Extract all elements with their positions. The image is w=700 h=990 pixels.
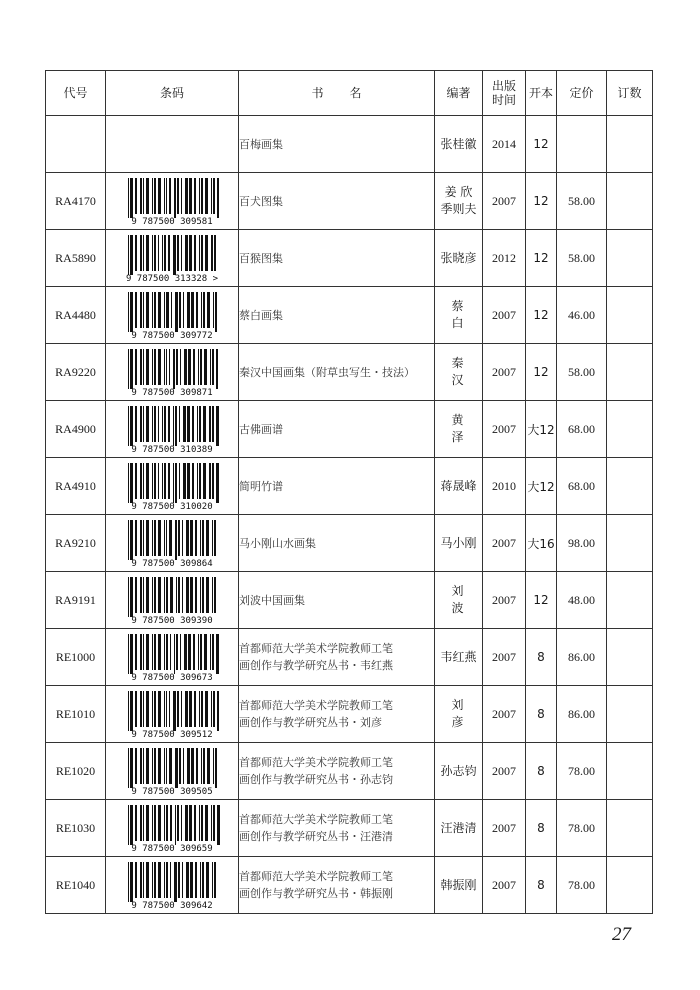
barcode-cell	[106, 230, 239, 287]
book-author-text: 韩振刚	[440, 877, 477, 892]
table-row	[46, 686, 653, 743]
header-pub-line1: 出版	[491, 79, 516, 93]
header-code: 代号	[46, 71, 106, 116]
book-author	[435, 515, 483, 572]
book-title-text: 百犬图集	[239, 194, 283, 208]
table-row	[46, 629, 653, 686]
table-row	[46, 230, 653, 287]
barcode-bars	[128, 235, 216, 275]
book-author-text: 刘彦	[451, 698, 476, 729]
order-qty	[607, 629, 653, 686]
book-format: 12	[526, 116, 557, 173]
isbn-text: 9 787500 309864	[131, 559, 213, 568]
book-author	[435, 116, 483, 173]
book-author-text: 刘波	[451, 584, 476, 615]
isbn-text: 9 787500 310020	[131, 502, 213, 511]
book-format: 8	[526, 743, 557, 800]
order-qty	[607, 344, 653, 401]
book-price: 78.00	[557, 800, 607, 857]
book-title-text: 秦汉中国画集（附草虫写生・技法）	[239, 365, 415, 379]
table-row	[46, 116, 653, 173]
header-order: 订数	[607, 71, 653, 116]
book-author	[435, 686, 483, 743]
order-qty	[607, 458, 653, 515]
book-title-text: 首都师范大学美术学院教师工笔 画创作与教学研究丛书・孙志钧	[239, 756, 393, 786]
book-author	[435, 344, 483, 401]
book-price: 68.00	[557, 401, 607, 458]
book-code: RA4900	[46, 401, 106, 458]
book-code: RE1030	[46, 800, 106, 857]
book-author-text: 马小刚	[440, 535, 477, 550]
book-title	[239, 629, 435, 686]
barcode-bars	[128, 634, 219, 674]
header-title	[239, 71, 435, 116]
book-title	[239, 857, 435, 914]
barcode-cell	[106, 458, 239, 515]
book-code: RA4480	[46, 287, 106, 344]
table-row	[46, 173, 653, 230]
book-author-text: 姜 欣 季则夫	[440, 185, 477, 216]
book-code: RE1010	[46, 686, 106, 743]
barcode-bars	[128, 520, 216, 560]
book-title-text: 马小刚山水画集	[239, 536, 316, 550]
barcode	[120, 461, 224, 511]
header-author: 编著	[435, 71, 483, 116]
book-title-text: 百猴图集	[239, 251, 283, 265]
book-author	[435, 572, 483, 629]
book-title	[239, 401, 435, 458]
book-title	[239, 230, 435, 287]
book-format: 12	[526, 344, 557, 401]
pub-year: 2007	[483, 629, 526, 686]
isbn-text: 9 787500 309581	[131, 217, 213, 226]
book-author-text: 蒋晟峰	[440, 478, 477, 493]
order-qty	[607, 800, 653, 857]
barcode-cell	[106, 401, 239, 458]
book-title	[239, 287, 435, 344]
header-price: 定价	[557, 71, 607, 116]
book-format: 8	[526, 629, 557, 686]
book-title-text: 首都师范大学美术学院教师工笔 画创作与教学研究丛书・韦红燕	[239, 642, 393, 672]
book-code: RA5890	[46, 230, 106, 287]
book-price: 58.00	[557, 173, 607, 230]
table-row	[46, 458, 653, 515]
barcode	[120, 233, 224, 283]
book-code: RE1040	[46, 857, 106, 914]
book-title	[239, 458, 435, 515]
order-qty	[607, 401, 653, 458]
barcode	[120, 290, 224, 340]
barcode	[120, 860, 224, 910]
book-author-text: 韦红燕	[440, 649, 477, 664]
book-format: 8	[526, 686, 557, 743]
barcode-bars	[128, 805, 220, 845]
book-author	[435, 401, 483, 458]
book-format: 12	[526, 173, 557, 230]
barcode-bars	[128, 748, 217, 788]
barcode-cell	[106, 800, 239, 857]
book-code: RA4910	[46, 458, 106, 515]
book-author	[435, 173, 483, 230]
header-pub-date	[483, 71, 526, 116]
book-code: RA9210	[46, 515, 106, 572]
book-format: 8	[526, 857, 557, 914]
book-price: 86.00	[557, 629, 607, 686]
pub-year: 2007	[483, 173, 526, 230]
book-format: 12	[526, 572, 557, 629]
book-format: 大16	[526, 515, 557, 572]
barcode	[120, 803, 224, 853]
book-author	[435, 857, 483, 914]
barcode	[120, 518, 224, 568]
book-author	[435, 287, 483, 344]
isbn-text: 9 787500 313328 >	[125, 274, 219, 283]
header-pub-line2: 时间	[491, 93, 516, 107]
book-title-text: 首都师范大学美术学院教师工笔 画创作与教学研究丛书・韩振刚	[239, 870, 393, 900]
table-row	[46, 857, 653, 914]
book-price: 46.00	[557, 287, 607, 344]
book-author	[435, 743, 483, 800]
header-title-label: 书名	[311, 86, 388, 100]
book-title	[239, 686, 435, 743]
book-title-text: 刘波中国画集	[239, 593, 305, 607]
barcode	[120, 746, 224, 796]
book-code	[46, 116, 106, 173]
pub-year: 2010	[483, 458, 526, 515]
pub-year: 2012	[483, 230, 526, 287]
barcode-cell	[106, 686, 239, 743]
order-qty	[607, 173, 653, 230]
pub-year: 2007	[483, 401, 526, 458]
book-title	[239, 344, 435, 401]
book-price: 78.00	[557, 857, 607, 914]
pub-year: 2014	[483, 116, 526, 173]
book-format: 大12	[526, 401, 557, 458]
barcode-cell	[106, 116, 239, 173]
barcode	[120, 347, 224, 397]
book-price: 78.00	[557, 743, 607, 800]
barcode-bars	[128, 463, 219, 503]
order-qty	[607, 743, 653, 800]
barcode-bars	[128, 862, 216, 902]
catalog-rows	[46, 116, 653, 914]
book-title-text: 简明竹谱	[239, 479, 283, 493]
book-code: RE1000	[46, 629, 106, 686]
barcode-bars	[128, 406, 219, 446]
barcode-cell	[106, 629, 239, 686]
isbn-text: 9 787500 309659	[131, 844, 213, 853]
isbn-text: 9 787500 310389	[131, 445, 213, 454]
barcode-cell	[106, 572, 239, 629]
barcode	[120, 176, 224, 226]
table-row	[46, 344, 653, 401]
pub-year: 2007	[483, 800, 526, 857]
order-qty	[607, 515, 653, 572]
barcode-bars	[128, 691, 219, 731]
barcode-cell	[106, 287, 239, 344]
book-author-text: 张晓彦	[440, 250, 477, 265]
catalog-table	[45, 70, 653, 914]
isbn-text: 9 787500 309505	[131, 787, 213, 796]
isbn-text: 9 787500 309390	[131, 616, 213, 625]
book-price: 86.00	[557, 686, 607, 743]
book-price: 58.00	[557, 344, 607, 401]
book-price: 48.00	[557, 572, 607, 629]
book-author-text: 蔡白	[451, 299, 476, 330]
book-title-text: 首都师范大学美术学院教师工笔 画创作与教学研究丛书・刘彦	[239, 699, 393, 729]
book-author-text: 汪港清	[440, 820, 477, 835]
book-title-text: 蔡白画集	[239, 308, 283, 322]
isbn-text: 9 787500 309772	[131, 331, 213, 340]
header-row	[46, 71, 653, 116]
book-format: 8	[526, 800, 557, 857]
book-author-text: 秦汉	[451, 356, 476, 387]
pub-year: 2007	[483, 743, 526, 800]
table-row	[46, 800, 653, 857]
order-qty	[607, 686, 653, 743]
pub-year: 2007	[483, 344, 526, 401]
book-author-text: 黄泽	[451, 413, 476, 444]
barcode-cell	[106, 515, 239, 572]
book-title	[239, 173, 435, 230]
book-title-text: 百梅画集	[239, 137, 283, 151]
book-author	[435, 629, 483, 686]
order-qty	[607, 857, 653, 914]
barcode	[120, 575, 224, 625]
table-row	[46, 743, 653, 800]
barcode-bars	[128, 292, 217, 332]
book-code: RA9191	[46, 572, 106, 629]
isbn-text: 9 787500 309642	[131, 901, 213, 910]
book-author	[435, 800, 483, 857]
table-row	[46, 401, 653, 458]
table-row	[46, 572, 653, 629]
barcode-bars	[128, 178, 219, 218]
book-author-text: 孙志钧	[440, 763, 477, 778]
barcode-bars	[128, 577, 216, 617]
book-author	[435, 230, 483, 287]
pub-year: 2007	[483, 287, 526, 344]
pub-year: 2007	[483, 686, 526, 743]
barcode-cell	[106, 743, 239, 800]
pub-year: 2007	[483, 572, 526, 629]
book-format: 12	[526, 230, 557, 287]
order-qty	[607, 572, 653, 629]
isbn-text: 9 787500 309512	[131, 730, 213, 739]
order-qty	[607, 230, 653, 287]
order-qty	[607, 287, 653, 344]
book-title-text: 首都师范大学美术学院教师工笔 画创作与教学研究丛书・汪港清	[239, 813, 393, 843]
barcode-bars	[128, 349, 218, 389]
book-title	[239, 572, 435, 629]
header-format: 开本	[526, 71, 557, 116]
book-price: 58.00	[557, 230, 607, 287]
pub-year: 2007	[483, 515, 526, 572]
book-price	[557, 116, 607, 173]
table-row	[46, 287, 653, 344]
book-title	[239, 743, 435, 800]
book-format: 大12	[526, 458, 557, 515]
barcode-cell	[106, 857, 239, 914]
pub-year: 2007	[483, 857, 526, 914]
book-code: RE1020	[46, 743, 106, 800]
isbn-text: 9 787500 309871	[131, 388, 213, 397]
book-title-text: 古佛画谱	[239, 422, 283, 436]
book-code: RA9220	[46, 344, 106, 401]
isbn-text: 9 787500 309673	[131, 673, 213, 682]
book-title	[239, 515, 435, 572]
book-title	[239, 800, 435, 857]
book-price: 98.00	[557, 515, 607, 572]
order-qty	[607, 116, 653, 173]
book-format: 12	[526, 287, 557, 344]
barcode	[120, 632, 224, 682]
page-number: 27	[612, 924, 631, 945]
book-price: 68.00	[557, 458, 607, 515]
barcode-cell	[106, 344, 239, 401]
barcode	[120, 689, 224, 739]
book-author-text: 张桂徽	[440, 136, 477, 151]
header-barcode: 条码	[106, 71, 239, 116]
book-title	[239, 116, 435, 173]
book-code: RA4170	[46, 173, 106, 230]
barcode-cell	[106, 173, 239, 230]
barcode	[120, 404, 224, 454]
book-author	[435, 458, 483, 515]
table-row	[46, 515, 653, 572]
